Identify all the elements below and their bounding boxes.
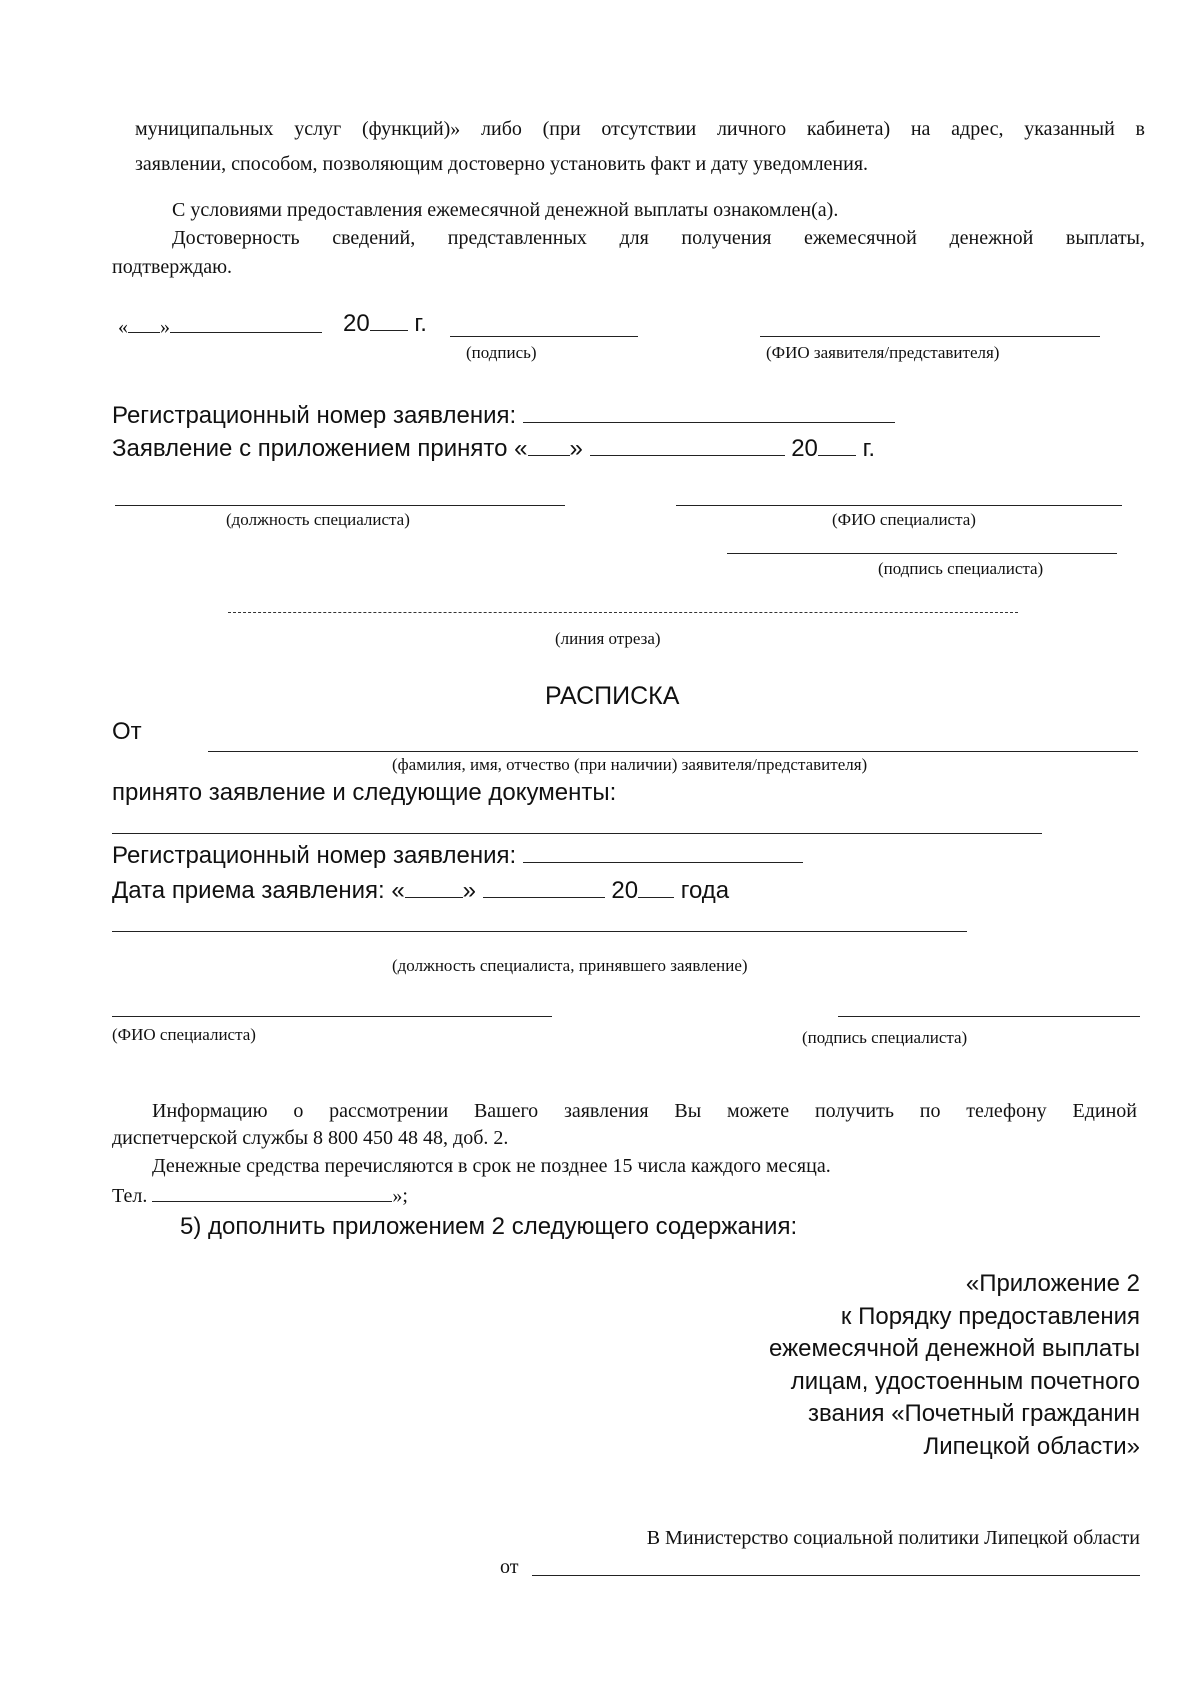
cut-line-caption: (линия отреза)	[555, 629, 661, 648]
applicant-signature-line	[450, 336, 638, 337]
registration-number-row	[112, 402, 895, 430]
accepted-month-blank	[590, 435, 785, 456]
specialist-position-line	[115, 505, 565, 506]
tel-row	[112, 1183, 408, 1208]
accepted-year-suffix: г.	[862, 435, 876, 462]
receipt-signature-line	[838, 1016, 1140, 1017]
accepted-quote-close: »	[569, 435, 583, 462]
receipt-month-blank	[483, 877, 605, 898]
receipt-accepted-docs: принято заявление и следующие документы:	[112, 779, 617, 806]
accepted-label: Заявление с приложением принято «	[112, 435, 528, 462]
tel-blank	[152, 1183, 392, 1202]
receipt-from-label: От	[112, 718, 142, 745]
receipt-from-line	[208, 751, 1138, 752]
applicant-fio-caption: (ФИО заявителя/представителя)	[766, 343, 1000, 362]
appendix-line: к Порядку предоставления	[840, 1302, 1140, 1330]
addressee-from-label: от	[500, 1556, 519, 1578]
receipt-date-label: Дата приема заявления: «	[112, 877, 405, 904]
specialist-signature-line	[727, 553, 1117, 554]
receipt-reg-number-blank	[523, 842, 803, 863]
receipt-year-suffix: года	[680, 877, 730, 904]
applicant-date-row	[118, 314, 322, 339]
receipt-year-blank	[638, 877, 674, 898]
receipt-fio-caption: (ФИО специалиста)	[112, 1025, 256, 1044]
confirm-line-2: подтверждаю.	[112, 256, 233, 278]
cut-line	[228, 612, 1018, 613]
accepted-year-prefix: 20	[791, 435, 818, 462]
specialist-fio-line	[676, 505, 1122, 506]
applicant-fio-line	[760, 336, 1100, 337]
receipt-signature-caption: (подпись специалиста)	[802, 1028, 968, 1047]
applicant-year-row	[343, 310, 427, 338]
receipt-reg-number-row	[112, 842, 803, 870]
receipt-year-prefix: 20	[611, 877, 639, 904]
receipt-position-caption: (должность специалиста, принявшего заявление)	[392, 956, 748, 975]
applicant-signature-caption: (подпись)	[466, 343, 537, 362]
accepted-row	[112, 435, 875, 463]
tel-label: Тел.	[112, 1185, 148, 1207]
payment-text: Денежные средства перечисляются в срок не позднее 15 числа каждого месяца.	[152, 1155, 831, 1177]
appendix-line: Липецкой области»	[923, 1432, 1140, 1460]
year-prefix: 20	[343, 310, 370, 337]
info-line-1: Информацию о рассмотрении Вашего заявления Вы можете получить по телефону Единой	[152, 1100, 1137, 1122]
receipt-fio-line	[112, 1016, 552, 1017]
info-line-2: диспетчерской службы 8 800 450 48 48, доб. 2.	[112, 1127, 509, 1149]
appendix-line: «Приложение 2	[965, 1270, 1140, 1297]
confirm-line-1: Достоверность сведений, представленных для получения ежемесячной денежной выплаты,	[172, 227, 1145, 249]
registration-number-label: Регистрационный номер заявления:	[112, 402, 517, 429]
day-blank	[128, 314, 160, 333]
receipt-day-blank	[405, 877, 463, 898]
accepted-year-blank	[818, 435, 856, 456]
specialist-signature-caption: (подпись специалиста)	[878, 559, 1044, 578]
appendix-line: лицам, удостоенным почетного	[790, 1367, 1140, 1395]
intro-line-1: муниципальных услуг (функций)» либо (при отсутствии личного кабинета) на адрес, указанный в	[135, 118, 1145, 140]
accepted-day-blank	[528, 435, 570, 456]
acknowledgement-text: С условиями предоставления ежемесячной денежной выплаты ознакомлен(а).	[172, 199, 839, 221]
intro-line-2: заявлении, способом, позволяющим достоверно установить факт и дату уведомления.	[135, 153, 869, 175]
appendix-line: звания «Почетный гражданин	[808, 1400, 1140, 1427]
addressee-from-line	[532, 1575, 1140, 1576]
receipt-from-caption: (фамилия, имя, отчество (при наличии) заявителя/представителя)	[392, 755, 868, 774]
receipt-position-line	[112, 931, 967, 932]
receipt-title: РАСПИСКА	[545, 682, 680, 710]
appendix-line: ежемесячной денежной выплаты	[769, 1335, 1140, 1362]
receipt-reg-number-label: Регистрационный номер заявления:	[112, 842, 517, 869]
quote-close: »	[160, 316, 170, 338]
specialist-fio-caption: (ФИО специалиста)	[832, 510, 976, 529]
registration-number-blank	[523, 402, 895, 423]
receipt-date-row	[112, 877, 729, 905]
addressee-to: В Министерство социальной политики Липецкой области	[646, 1527, 1140, 1549]
specialist-position-caption: (должность специалиста)	[226, 510, 410, 529]
quote-open: «	[118, 316, 128, 338]
month-blank	[170, 314, 322, 333]
tel-close: »;	[392, 1185, 408, 1207]
amendment-text: 5) дополнить приложением 2 следующего содержания:	[180, 1213, 798, 1240]
appendix-header	[640, 1268, 1140, 1463]
year-suffix: г.	[414, 310, 427, 337]
receipt-docs-line	[112, 833, 1042, 834]
receipt-date-close: »	[462, 877, 477, 904]
year-blank	[370, 310, 408, 331]
